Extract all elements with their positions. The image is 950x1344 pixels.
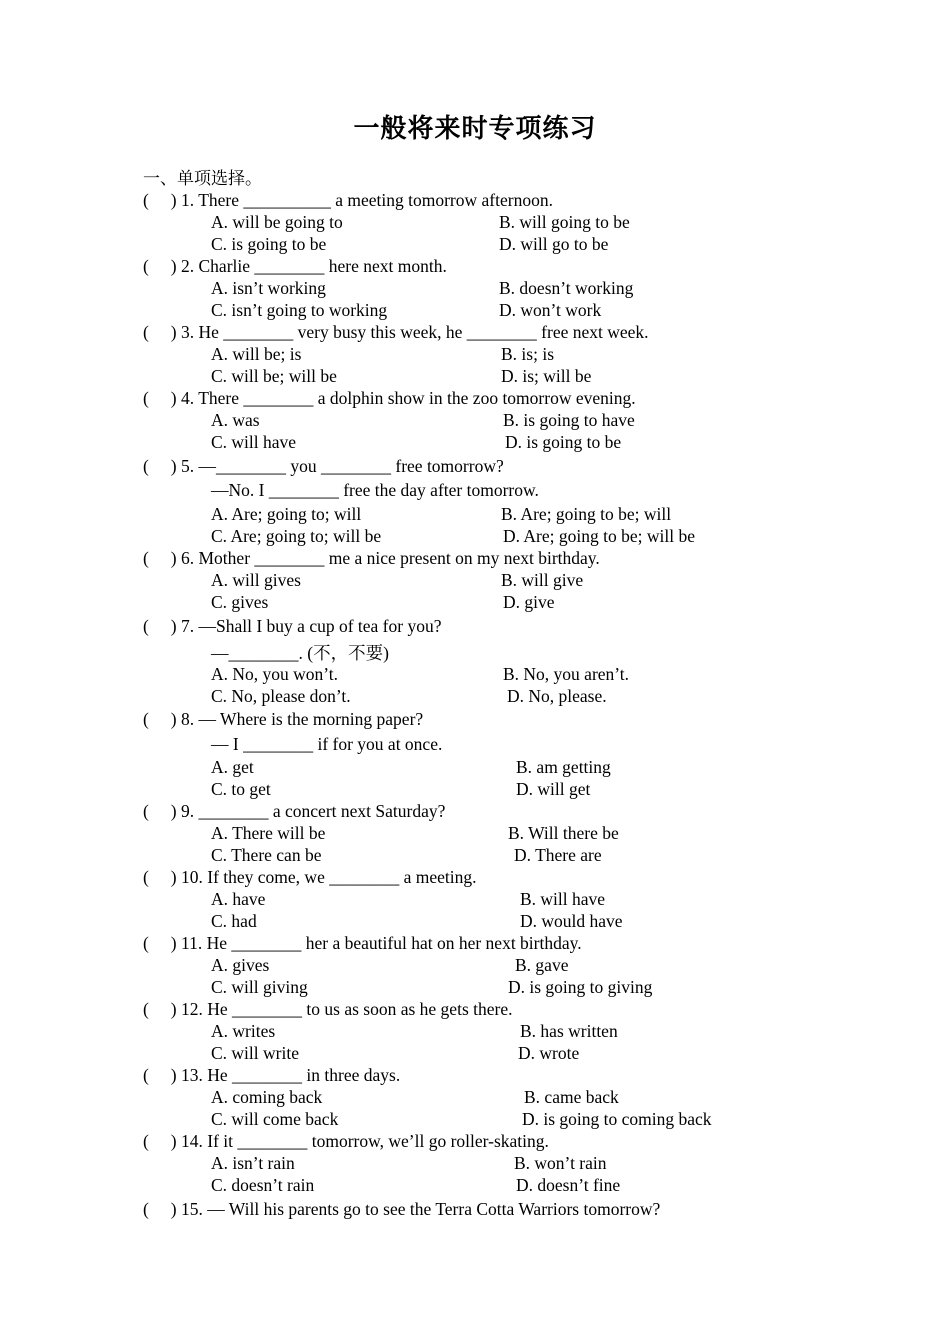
option-a: A. coming back [211,1087,323,1107]
option-d: D. won’t work [499,300,602,320]
option-a: A. will be; is [211,344,302,364]
option-a: A. There will be [211,823,326,843]
option-d: D. There are [514,845,602,865]
option-a: A. gives [211,955,270,975]
question-number: 1. [181,190,195,210]
question-5: ( ) 5. —________ you ________ free tomorrow? [143,456,504,476]
option-d: D. Are; going to be; will be [503,526,695,546]
option-c: C. will have [211,432,297,452]
option-c: C. had [211,911,257,931]
question-8: ( ) 8. — Where is the morning paper? [143,709,424,729]
question-2: ( ) 2. Charlie ________ here next month. [143,256,447,276]
option-b: B. doesn’t working [499,278,634,298]
question-number: 11. [181,933,203,953]
question-number: 12. [181,999,203,1019]
question-10: ( ) 10. If they come, we ________ a meeting. [143,867,477,887]
option-d: D. would have [520,911,623,931]
question-text: ________ a concert next Saturday? [198,801,446,821]
question-text: He ________ in three days. [207,1065,401,1085]
option-a: A. Are; going to; will [211,504,362,524]
option-a: A. No, you won’t. [211,664,339,684]
question-text: He ________ to us as soon as he gets there. [207,999,513,1019]
option-c: C. will giving [211,977,308,997]
question-9: ( ) 9. ________ a concert next Saturday? [143,801,446,821]
option-b: B. won’t rain [514,1153,607,1173]
option-d: D. No, please. [507,686,607,706]
question-3: ( ) 3. He ________ very busy this week, he ________ free next week. [143,322,649,342]
question-number: 15. [181,1199,203,1219]
question-number: 14. [181,1131,203,1151]
option-b: B. Will there be [508,823,619,843]
question-text: There ________ a dolphin show in the zoo tomorrow evening. [198,388,636,408]
option-d: D. is going to giving [508,977,653,997]
option-c: C. will be; will be [211,366,337,386]
question-1: ( ) 1. There __________ a meeting tomorrow afternoon. [143,190,553,210]
option-d: D. will get [516,779,591,799]
option-d: D. is; will be [501,366,592,386]
option-c: C. will come back [211,1109,339,1129]
option-b: B. is going to have [503,410,635,430]
question-11: ( ) 11. He ________ her a beautiful hat on her next birthday. [143,933,582,953]
option-b: B. is; is [501,344,555,364]
option-b: B. will going to be [499,212,630,232]
question-number: 2. [181,256,195,276]
option-b: B. will have [520,889,606,909]
question-number: 7. [181,616,195,636]
option-a: A. was [211,410,260,430]
question-12: ( ) 12. He ________ to us as soon as he gets there. [143,999,513,1019]
page-title: 一般将来时专项练习 [353,114,597,144]
question-text: —Shall I buy a cup of tea for you? [198,616,442,636]
option-b: B. Are; going to be; will [501,504,672,524]
question-7: ( ) 7. —Shall I buy a cup of tea for you? [143,616,442,636]
question-text: If it ________ tomorrow, we’ll go roller-skating. [207,1131,549,1151]
question-text: Mother ________ me a nice present on my next birthday. [198,548,600,568]
question-text: He ________ very busy this week, he ________ free next week. [198,322,649,342]
question-4: ( ) 4. There ________ a dolphin show in the zoo tomorrow evening. [143,388,636,408]
option-a: A. will gives [211,570,301,590]
option-b: B. will give [501,570,584,590]
question-number: 3. [181,322,195,342]
question-text: — Will his parents go to see the Terra Cotta Warriors tomorrow? [207,1199,661,1219]
question-number: 5. [181,456,195,476]
question-subline: —No. I ________ free the day after tomorrow. [211,480,539,500]
option-b: B. came back [524,1087,619,1107]
option-b: B. am getting [516,757,611,777]
option-a: A. isn’t working [211,278,326,298]
question-6: ( ) 6. Mother ________ me a nice present on my next birthday. [143,548,600,568]
option-d: D. doesn’t fine [516,1175,621,1195]
option-a: A. have [211,889,266,909]
option-c: C. gives [211,592,269,612]
question-15: ( ) 15. — Will his parents go to see the Terra Cotta Warriors tomorrow? [143,1199,661,1219]
option-d: D. is going to be [505,432,622,452]
question-text: —________ you ________ free tomorrow? [198,456,504,476]
option-c: C. will write [211,1043,299,1063]
option-c: C. to get [211,779,271,799]
question-13: ( ) 13. He ________ in three days. [143,1065,401,1085]
option-b: B. has written [520,1021,618,1041]
question-number: 6. [181,548,195,568]
option-a: A. will be going to [211,212,343,232]
question-14: ( ) 14. If it ________ tomorrow, we’ll go roller-skating. [143,1131,549,1151]
option-c: C. isn’t going to working [211,300,388,320]
section-heading: 一、单项选择。 [143,169,262,189]
question-text: If they come, we ________ a meeting. [207,867,477,887]
option-c: C. Are; going to; will be [211,526,382,546]
option-d: D. give [503,592,555,612]
option-c: C. doesn’t rain [211,1175,315,1195]
option-d: D. will go to be [499,234,609,254]
question-subline: — I ________ if for you at once. [211,734,443,754]
question-subline: —________. (不，不要) [211,643,389,663]
option-a: A. writes [211,1021,276,1041]
question-number: 8. [181,709,195,729]
option-d: D. wrote [518,1043,580,1063]
question-text: Charlie ________ here next month. [198,256,447,276]
option-b: B. No, you aren’t. [503,664,630,684]
option-c: C. No, please don’t. [211,686,351,706]
option-c: C. There can be [211,845,322,865]
question-number: 10. [181,867,203,887]
question-number: 9. [181,801,195,821]
question-number: 4. [181,388,195,408]
question-number: 13. [181,1065,203,1085]
option-c: C. is going to be [211,234,327,254]
question-text: — Where is the morning paper? [198,709,424,729]
option-b: B. gave [515,955,569,975]
question-text: He ________ her a beautiful hat on her next birthday. [206,933,582,953]
question-text: There __________ a meeting tomorrow afternoon. [198,190,553,210]
option-a: A. get [211,757,254,777]
option-a: A. isn’t rain [211,1153,295,1173]
option-d: D. is going to coming back [522,1109,712,1129]
